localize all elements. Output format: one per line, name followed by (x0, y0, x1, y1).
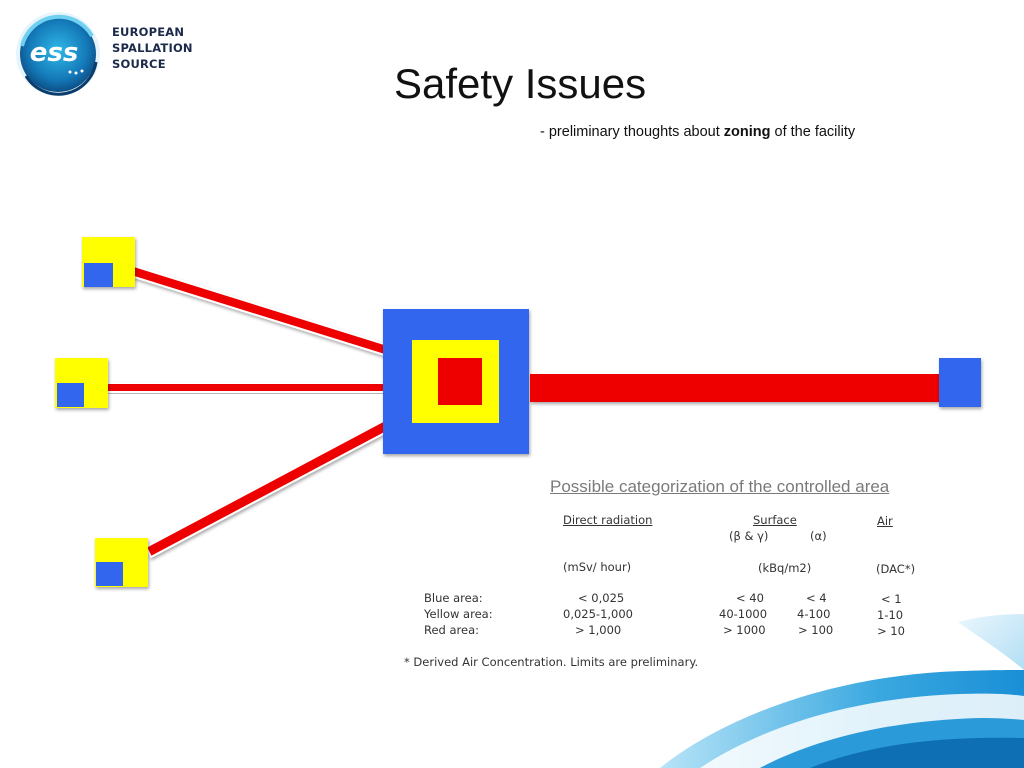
table-caption: Possible categorization of the controlled area (550, 477, 890, 496)
slide-title: Safety Issues (394, 60, 647, 107)
logo-wordmark (112, 24, 193, 72)
slide-subtitle (540, 124, 855, 140)
ess-logo-icon (12, 6, 112, 102)
header-air: Air (877, 514, 893, 528)
station-bottom (95, 538, 148, 587)
station-middle (55, 358, 108, 408)
row-yellow-air: 1-10 (877, 608, 904, 622)
row-red-air: > 10 (877, 624, 905, 638)
row-yellow-direct: 0,025-1,000 (563, 607, 633, 621)
svg-text:ess: ess (29, 38, 79, 68)
header-surface: Surface (753, 513, 797, 527)
logo-line-3: SOURCE (112, 57, 166, 71)
footnote: * Derived Air Concentration. Limits are preliminary. (404, 655, 699, 669)
row-label-blue: Blue area: (424, 591, 483, 605)
row-blue-air: < 1 (881, 592, 902, 606)
row-blue-direct: < 0,025 (578, 591, 625, 605)
row-yellow-bg: 40-1000 (719, 607, 768, 621)
logo-line-2: SPALLATION (112, 41, 193, 55)
row-red-direct: > 1,000 (575, 623, 622, 637)
subtitle-suffix: of the facility (770, 124, 856, 140)
unit-surface: (kBq/m2) (758, 561, 812, 575)
row-blue-bg: < 40 (736, 591, 764, 605)
decorative-wave (640, 610, 1024, 768)
main-beamline (530, 374, 940, 402)
surface-beta-gamma-label: (β & γ) (729, 529, 769, 543)
zoning-diagram (0, 220, 1024, 600)
station-top (82, 237, 135, 287)
unit-air: (DAC*) (876, 562, 916, 576)
row-label-yellow: Yellow area: (424, 607, 493, 621)
logo-line-1: EUROPEAN (112, 25, 185, 39)
subtitle-emphasis: zoning (723, 124, 771, 140)
blue-zone-linac-end (939, 358, 981, 407)
header-direct-radiation: Direct radiation (563, 513, 653, 527)
red-zone-central (438, 358, 482, 405)
unit-direct: (mSv/ hour) (563, 560, 632, 574)
row-red-alpha: > 100 (798, 623, 834, 637)
subtitle-prefix: - preliminary thoughts about (540, 124, 724, 140)
row-yellow-alpha: 4-100 (797, 607, 831, 621)
row-blue-alpha: < 4 (806, 591, 827, 605)
row-label-red: Red area: (424, 623, 480, 637)
surface-alpha-label: (α) (810, 529, 827, 543)
row-red-bg: > 1000 (723, 623, 766, 637)
